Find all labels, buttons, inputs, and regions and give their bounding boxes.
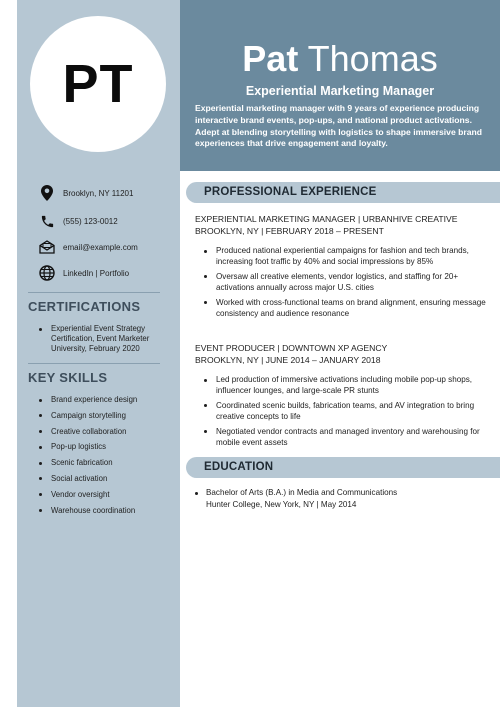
email-text: email@example.com [63, 242, 138, 252]
envelope-icon [38, 238, 56, 256]
location-pin-icon [38, 184, 56, 202]
job-meta: BROOKLYN, NY | FEBRUARY 2018 – PRESENT [195, 226, 384, 236]
job-bullet: Worked with cross-functional teams on brand alignment, ensuring message consistency and audience resonance [204, 298, 489, 319]
phone-text: (555) 123-0012 [63, 216, 118, 226]
candidate-name [180, 38, 500, 80]
job-title: EXPERIENTIAL MARKETING MANAGER | URBANHIVE CREATIVE [195, 214, 458, 224]
job-bullet: Coordinated scenic builds, fabrication teams, and AV integration to bring creative concepts to life [204, 401, 489, 422]
job-bullet: Oversaw all creative elements, vendor logistics, and staffing for 20+ activations annually across major U.S. cities [204, 272, 489, 293]
education-heading: EDUCATION [204, 461, 274, 473]
job-bullet: Negotiated vendor contracts and managed inventory and warehousing for mobile event assets [204, 427, 489, 448]
skills-list [38, 395, 173, 521]
links-text: LinkedIn | Portfolio [63, 268, 130, 278]
sidebar-divider [28, 363, 160, 364]
initials-text: PT [62, 54, 134, 114]
skill-item: Warehouse coordination [38, 506, 173, 522]
phone-icon [38, 212, 56, 230]
contact-phone[interactable] [38, 212, 118, 230]
job-bullets [204, 375, 489, 453]
job-bullets [204, 246, 489, 324]
certification-item: Experiential Event Strategy Certification, Event Marketer University, February 2020 [38, 324, 173, 354]
job-bullet: Produced national experiential campaigns for fashion and tech brands, increasing foot traffic by 40% and social impressions by 85% [204, 246, 489, 267]
skill-item: Campaign storytelling [38, 411, 173, 427]
skill-item: Vendor oversight [38, 490, 173, 506]
sidebar-divider [28, 292, 160, 293]
skills-heading: KEY SKILLS [28, 370, 108, 385]
skill-item: Scenic fabrication [38, 458, 173, 474]
education-degree: Bachelor of Arts (B.A.) in Media and Communications [206, 488, 398, 497]
skill-item: Social activation [38, 474, 173, 490]
job-meta: BROOKLYN, NY | JUNE 2014 – JANUARY 2018 [195, 355, 381, 365]
education-school: Hunter College, New York, NY | May 2014 [206, 500, 357, 509]
skill-item: Pop-up logistics [38, 442, 173, 458]
experience-heading: PROFESSIONAL EXPERIENCE [204, 186, 377, 198]
location-text: Brooklyn, NY 11201 [63, 188, 134, 198]
contact-location [38, 184, 133, 202]
initials-avatar [30, 16, 166, 152]
contact-email[interactable] [38, 238, 138, 256]
first-name: Pat [242, 38, 299, 79]
job-bullet: Led production of immersive activations including mobile pop-up shops, influencer lounges, and large-scale PR stunts [204, 375, 489, 396]
job-title: EVENT PRODUCER | DOWNTOWN XP AGENCY [195, 343, 388, 353]
contact-links[interactable] [38, 264, 129, 282]
skill-item: Creative collaboration [38, 427, 173, 443]
education-section-bar [186, 457, 500, 478]
profile-summary: Experiential marketing manager with 9 years of experience producing interactive brand events, pop-ups, and national product activations. Adept at blending storytelling with logistics to shape immersive brand experiences that drive engagement and loyalty. [195, 103, 482, 149]
education-bullet [195, 492, 198, 495]
experience-section-bar [186, 182, 500, 203]
certifications-list [38, 324, 173, 354]
job-headline: Experiential Marketing Manager [245, 84, 435, 98]
skill-item: Brand experience design [38, 395, 173, 411]
globe-icon [38, 264, 56, 282]
last-name: Thomas [307, 38, 438, 79]
certifications-heading: CERTIFICATIONS [28, 299, 141, 314]
